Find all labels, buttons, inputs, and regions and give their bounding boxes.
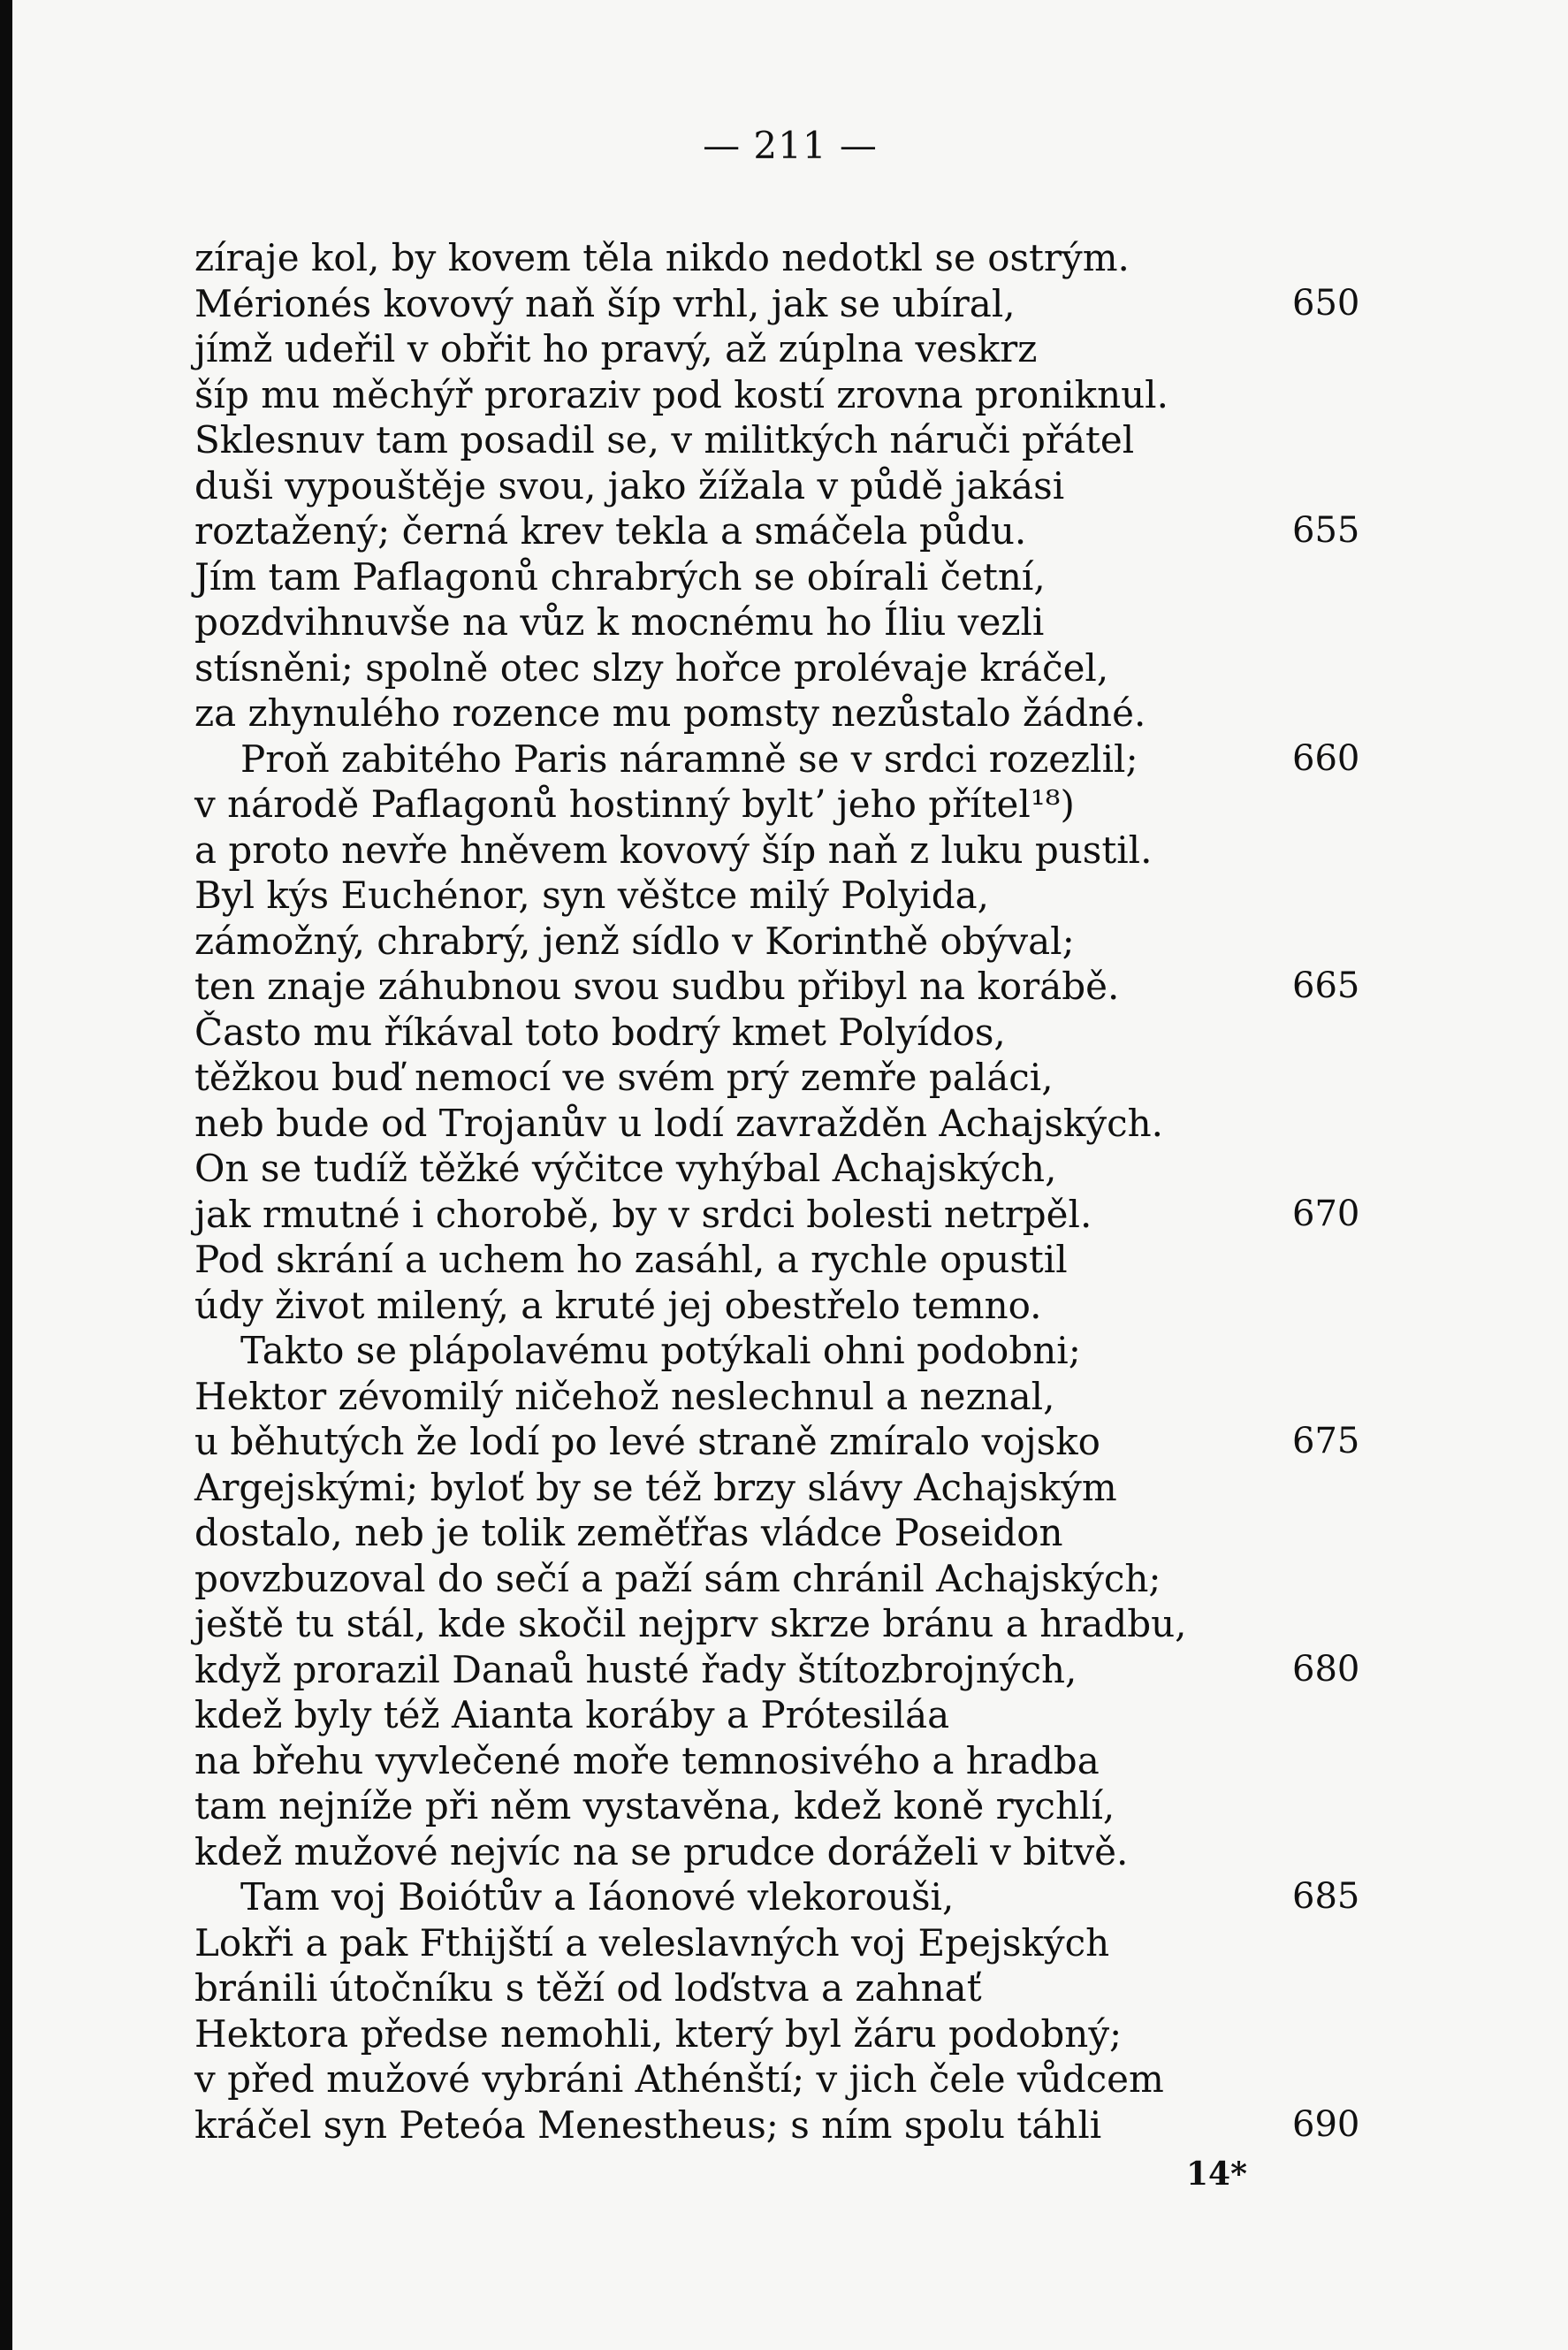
verse-line	[194, 1283, 1361, 1329]
verse-line	[194, 463, 1361, 509]
page-left-edge	[0, 0, 12, 2350]
line-number: 665	[1292, 965, 1360, 1006]
verse-text: jak rmutné i chorobě, by v srdci bolesti netrpěl.	[194, 1192, 1092, 1236]
signature-mark: 14*	[1186, 2155, 1247, 2193]
verse-line	[194, 645, 1361, 691]
verse-text: Sklesnuv tam posadil se, v militkých náruči přátel	[194, 418, 1135, 462]
verse-line	[194, 235, 1361, 281]
verse-line	[194, 873, 1361, 919]
verse-text: ještě tu stál, kde skočil nejprv skrze bránu a hradbu,	[194, 1602, 1187, 1645]
verse-text: Často mu říkával toto bodrý kmet Polyídos,	[194, 1010, 1006, 1054]
verse-text: Hektora předse nemohli, který byl žáru podobný;	[194, 2011, 1123, 2056]
verse-line	[194, 2102, 1361, 2148]
verse-text: stísněni; spolně otec slzy hořce prolévaje kráčel,	[194, 645, 1109, 690]
verse-line	[194, 372, 1361, 418]
line-number: 675	[1292, 1421, 1360, 1461]
verse-line	[194, 1328, 1361, 1374]
verse-text: když prorazil Danaů husté řady štítozbrojných,	[194, 1647, 1077, 1691]
verse-line	[194, 782, 1361, 828]
verse-text: povzbuzoval do sečí a paží sám chránil Achajských;	[194, 1556, 1161, 1600]
verse-line	[194, 1738, 1361, 1784]
verse-text: On se tudíž těžké výčitce vyhýbal Achajských,	[194, 1147, 1057, 1190]
verse-text: a proto nevře hněvem kovový šíp naň z luku pustil.	[194, 828, 1153, 872]
book-page	[12, 0, 1568, 2350]
verse-text: Proň zabitého Paris náramně se v srdci rozezlil;	[240, 736, 1138, 781]
verse-line	[194, 1647, 1361, 1693]
verse-text: jímž udeřil v obřit ho pravý, až zúplna veskrz	[194, 327, 1038, 370]
line-number: 660	[1292, 737, 1360, 779]
verse-text: kdež byly též Aianta koráby a Prótesiláa	[194, 1693, 950, 1736]
line-number: 670	[1292, 1193, 1360, 1234]
verse-line	[194, 2011, 1361, 2057]
verse-text: údy život milený, a kruté jej obestřelo temno.	[194, 1283, 1042, 1327]
line-number: 690	[1292, 2103, 1360, 2145]
verse-line	[194, 1101, 1361, 1147]
verse-text: Pod skrání a uchem ho zasáhl, a rychle opustil	[194, 1238, 1068, 1281]
verse-line	[194, 417, 1361, 463]
verse-text: kráčel syn Peteóa Menestheus; s ním spolu táhli	[194, 2102, 1102, 2147]
verse-text: roztažený; černá krev tekla a smáčela půdu.	[194, 509, 1027, 553]
verse-line	[194, 1783, 1361, 1829]
verse-text: v před mužové vybráni Athénští; v jich čele vůdcem	[194, 2057, 1164, 2101]
verse-line	[194, 599, 1361, 645]
verse-line	[194, 1465, 1361, 1511]
verse-line	[194, 1055, 1361, 1101]
verse-line	[194, 964, 1361, 1010]
verse-text: bránili útočníku s těží od loďstva a zahnať	[194, 1966, 982, 2010]
verse-text: dostalo, neb je tolik zeměťřas vládce Poseidon	[194, 1511, 1063, 1554]
verse-line	[194, 554, 1361, 600]
verse-text: Lokři a pak Fthijští a veleslavných voj Epejských	[194, 1920, 1110, 1965]
verse-line	[194, 1146, 1361, 1192]
verse-text: u běhutých že lodí po levé straně zmíralo vojsko	[194, 1420, 1100, 1463]
verse-text: duši vypouštěje svou, jako žížala v půdě jakási	[194, 463, 1065, 507]
verse-text: na břehu vyvlečené moře temnosivého a hradba	[194, 1738, 1100, 1782]
verse-block	[194, 235, 1361, 2148]
verse-line	[194, 828, 1361, 874]
verse-text: Jím tam Paflagonů chrabrých se obírali četní,	[194, 554, 1046, 599]
verse-text: tam nejníže při něm vystavěna, kdež koně rychlí,	[194, 1784, 1115, 1827]
line-number: 680	[1292, 1648, 1360, 1690]
verse-text: neb bude od Trojanův u lodí zavražděn Achajských.	[194, 1101, 1163, 1145]
verse-line	[194, 1920, 1361, 1966]
verse-line	[194, 1874, 1361, 1920]
verse-line	[194, 1829, 1361, 1875]
verse-text: těžkou buď nemocí ve svém prý zemře paláci,	[194, 1056, 1054, 1099]
verse-line	[194, 1601, 1361, 1647]
verse-text: Byl kýs Euchénor, syn věštce milý Polyida,	[194, 874, 990, 917]
verse-text: kdež mužové nejvíc na se prudce doráželi v bitvě.	[194, 1829, 1129, 1873]
verse-text: v národě Paflagonů hostinný byltʼ jeho přítel¹⁸)	[194, 782, 1075, 826]
line-number: 685	[1292, 1876, 1360, 1917]
page-number-header: — 211 —	[703, 124, 878, 167]
verse-line	[194, 508, 1361, 554]
verse-text: Hektor zévomilý ničehož neslechnul a neznal,	[194, 1374, 1055, 1418]
verse-line	[194, 1237, 1361, 1283]
line-number: 655	[1292, 510, 1360, 551]
verse-text: Tam voj Boiótův a Iáonové vlekorouši,	[240, 1875, 955, 1919]
verse-line	[194, 691, 1361, 736]
verse-text: Mérionés kovový naň šíp vrhl, jak se ubíral,	[194, 281, 1016, 325]
verse-text: zíraje kol, by kovem těla nikdo nedotkl se ostrým.	[194, 236, 1130, 279]
verse-line	[194, 1965, 1361, 2011]
verse-text: zámožný, chrabrý, jenž sídlo v Korinthě obýval;	[194, 919, 1075, 963]
verse-line	[194, 1192, 1361, 1238]
line-number: 650	[1292, 282, 1360, 324]
verse-line	[194, 1010, 1361, 1056]
verse-line	[194, 281, 1361, 327]
verse-text: pozdvihnuvše na vůz k mocnému ho Íliu vezli	[194, 600, 1045, 644]
verse-line	[194, 326, 1361, 372]
verse-text: Takto se plápolavému potýkali ohni podobni;	[240, 1329, 1081, 1372]
verse-line	[194, 1510, 1361, 1556]
verse-line	[194, 736, 1361, 782]
verse-line	[194, 1419, 1361, 1465]
verse-text: za zhynulého rozence mu pomsty nezůstalo žádné.	[194, 691, 1146, 735]
verse-line	[194, 1692, 1361, 1738]
verse-line	[194, 919, 1361, 965]
verse-text: ten znaje záhubnou svou sudbu přibyl na korábě.	[194, 965, 1120, 1008]
verse-line	[194, 2056, 1361, 2102]
verse-line	[194, 1556, 1361, 1602]
verse-line	[194, 1374, 1361, 1420]
verse-text: šíp mu měchýř proraziv pod kostí zrovna proniknul.	[194, 372, 1168, 416]
verse-text: Argejskými; byloť by se též brzy slávy Achajským	[194, 1465, 1117, 1509]
